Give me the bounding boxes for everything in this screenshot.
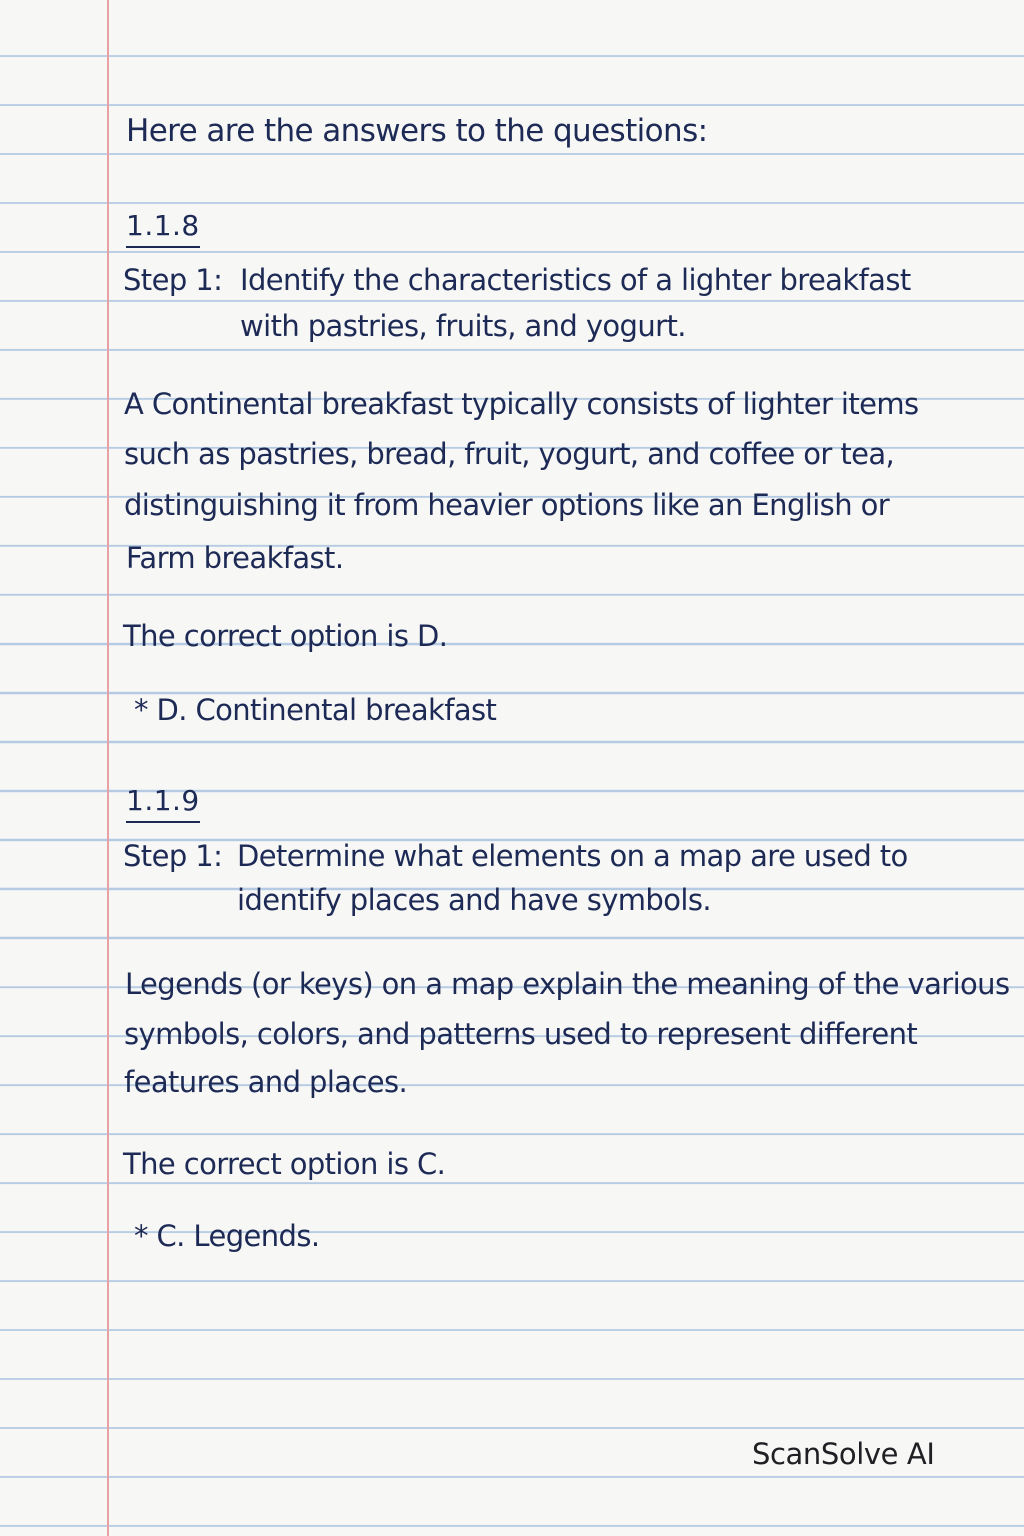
explanation-line: features and places. [124,1065,408,1099]
watermark-footer: ScanSolve AI [752,1437,935,1471]
explanation-line: distinguishing it from heavier options like an English or [124,488,890,522]
step-text-line: Identify the characteristics of a lighter breakfast [240,263,911,297]
explanation-line: Farm breakfast. [126,541,344,575]
step-label: Step 1: [123,263,223,297]
step-label: Step 1: [123,839,223,873]
question-number: 1.1.9 [126,787,200,823]
explanation-line: A Continental breakfast typically consists of lighter items [124,387,919,421]
correct-option-text: The correct option is D. [123,619,448,653]
answer-bullet: * D. Continental breakfast [134,693,497,727]
step-text-line: Determine what elements on a map are used to [237,839,908,873]
margin-line [107,0,109,1536]
question-number: 1.1.8 [126,212,200,248]
explanation-line: symbols, colors, and patterns used to represent different [124,1017,918,1051]
step-text-line: with pastries, fruits, and yogurt. [240,309,686,343]
step-text-line: identify places and have symbols. [237,883,711,917]
intro-heading: Here are the answers to the questions: [126,113,708,149]
explanation-line: such as pastries, bread, fruit, yogurt, and coffee or tea, [124,437,895,471]
correct-option-text: The correct option is C. [123,1147,446,1181]
explanation-line: Legends (or keys) on a map explain the meaning of the various [125,967,1010,1001]
answer-bullet: * C. Legends. [134,1219,320,1253]
